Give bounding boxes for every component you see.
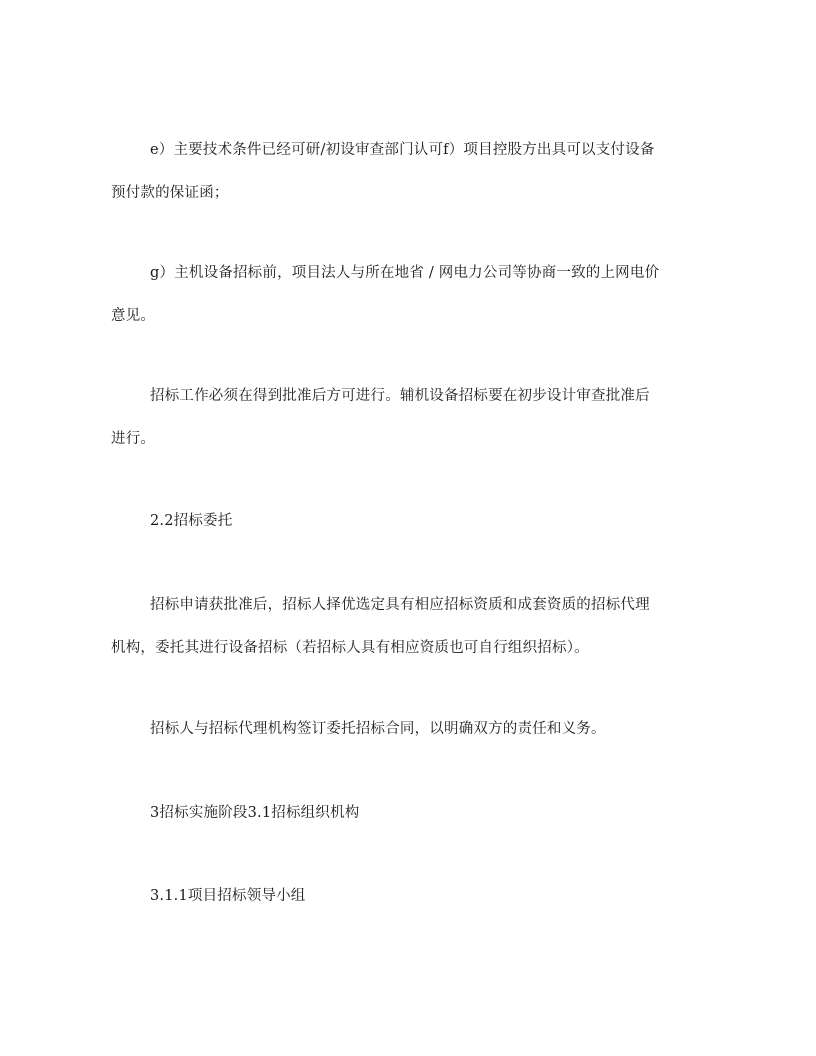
section-heading-3-1-1: 3.1.1项目招标领导小组 bbox=[150, 888, 306, 904]
paragraph-approval-line-2: 进行。 bbox=[111, 431, 156, 447]
paragraph-g-line-1: g）主机设备招标前，项目法人与所在地省 / 网电力公司等协商一致的上网电价 bbox=[150, 265, 660, 281]
paragraph-approval-line-1: 招标工作必须在得到批准后方可进行。辅机设备招标要在初步设计审查批准后 bbox=[150, 388, 650, 404]
section-heading-3: 3招标实施阶段3.1招标组织机构 bbox=[150, 805, 360, 821]
paragraph-entrust-line-2: 机构，委托其进行设备招标（若招标人具有相应资质也可自行组织招标）。 bbox=[111, 640, 589, 656]
paragraph-e-line-2: 预付款的保证函； bbox=[111, 185, 229, 201]
paragraph-entrust-line-1: 招标申请获批准后，招标人择优选定具有相应招标资质和成套资质的招标代理 bbox=[150, 597, 650, 613]
paragraph-e-line-1: e）主要技术条件已经可研/初设审查部门认可f）项目控股方出具可以支付设备 bbox=[150, 142, 655, 158]
paragraph-contract: 招标人与招标代理机构签订委托招标合同，以明确双方的责任和义务。 bbox=[150, 721, 606, 737]
section-heading-2-2: 2.2招标委托 bbox=[150, 513, 233, 529]
paragraph-g-line-2: 意见。 bbox=[111, 308, 156, 324]
